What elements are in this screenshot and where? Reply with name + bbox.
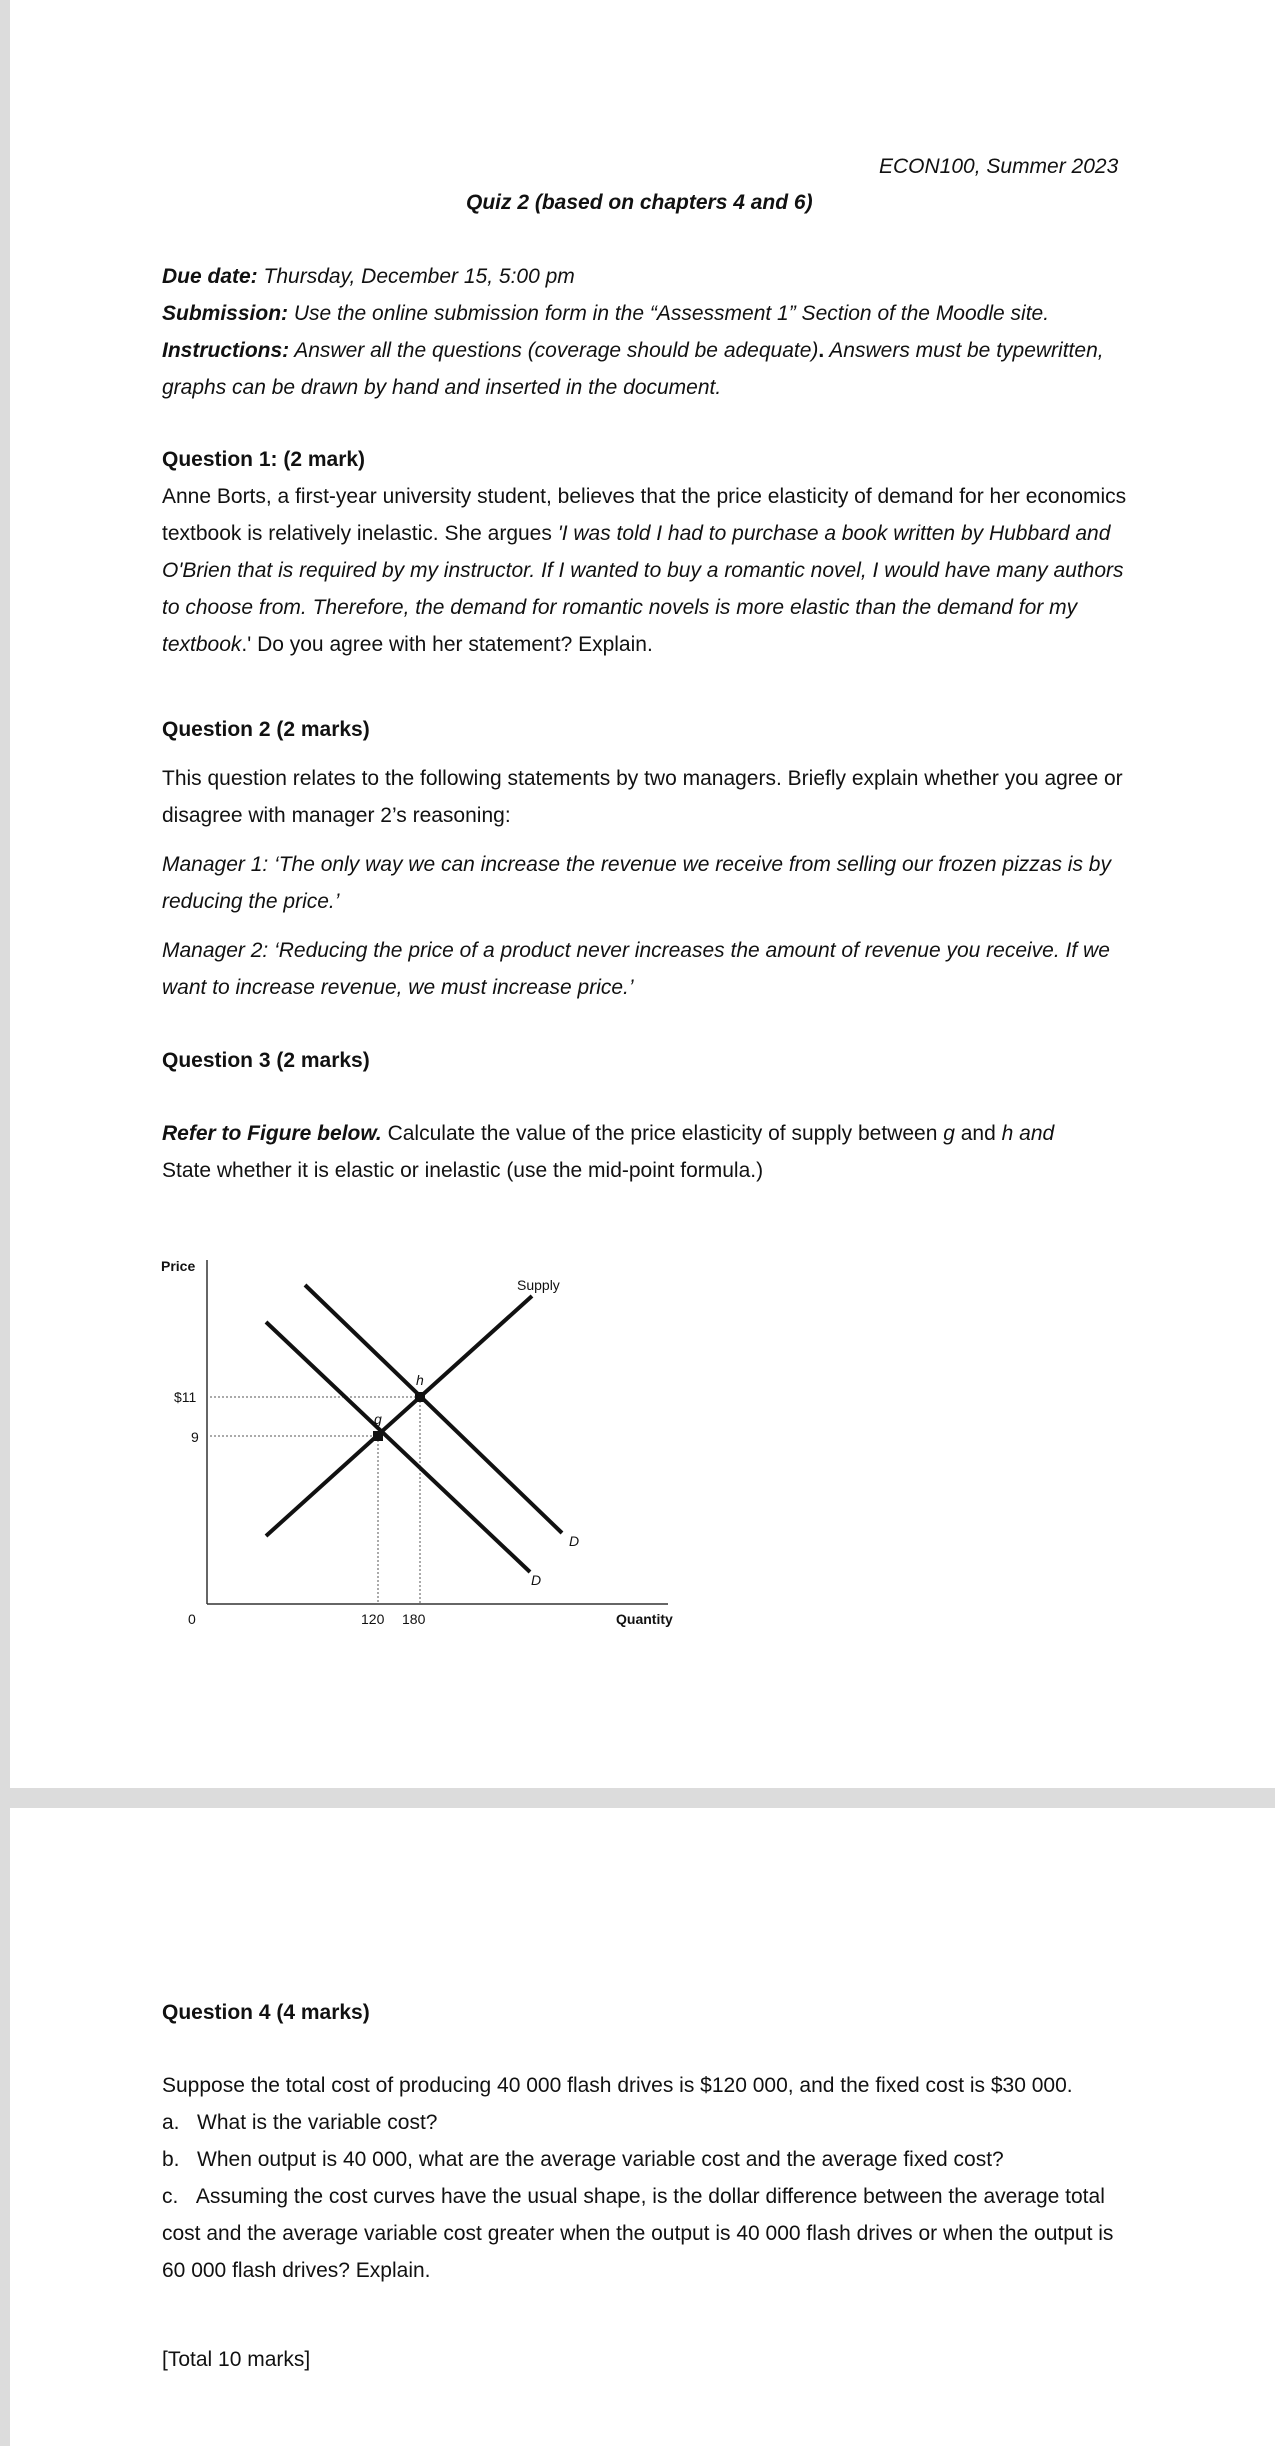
q4-item-c bbox=[162, 2178, 1142, 2289]
q1-quote: 'I was told I had to purchase a book written by Hubbard and O'Brien that is required by my instructor. If I wanted to buy a romantic novel, I would have many authors to choose from. Therefore, the demand for romantic novels is more elastic than the demand for my textbook bbox=[162, 522, 1124, 656]
q3-h-and: h and bbox=[1001, 1122, 1055, 1145]
submission-value: Use the online submission form in the “Assessment 1” Section of the Moodle site. bbox=[288, 302, 1050, 325]
q2-heading: Question 2 (2 marks) bbox=[162, 718, 370, 741]
y-tick-11: $11 bbox=[174, 1389, 197, 1405]
q4-intro: Suppose the total cost of producing 40 000 flash drives is $120 000, and the fixed cost is $30 000. bbox=[162, 2074, 1073, 2097]
instructions-dot: . bbox=[818, 339, 825, 362]
x-tick-180: 180 bbox=[402, 1611, 426, 1627]
q4-item-a bbox=[162, 2104, 437, 2141]
q2-manager-1: Manager 1: ‘The only way we can increase the revenue we receive from selling our frozen pizzas is by reducing the price.’ bbox=[162, 853, 1111, 913]
instructions-value-a: Answer all the questions (coverage should be adequate) bbox=[289, 339, 819, 362]
demand-label-1: D bbox=[531, 1572, 542, 1588]
q4-c-text: Assuming the cost curves have the usual shape, is the dollar difference between the average total cost and the average variable cost greater when the output is 40 000 flash drives or when the output is 60 000 flash drives? Explain. bbox=[162, 2185, 1114, 2282]
point-h bbox=[415, 1392, 425, 1402]
y-tick-9: 9 bbox=[191, 1429, 199, 1445]
q4-b-text: When output is 40 000, what are the average variable cost and the average fixed cost? bbox=[197, 2148, 1004, 2171]
q1-text-a: Anne Borts, a first-year university student, believes that the price elasticity of demand for her economics textbook is relatively inelastic. She argues bbox=[162, 485, 1127, 545]
instructions-line bbox=[162, 332, 1142, 406]
q3-body bbox=[162, 1115, 1142, 1189]
instructions-value-b: Answers must be typewritten, graphs can be drawn by hand and inserted in the document. bbox=[162, 339, 1104, 399]
demand-label-2: D bbox=[569, 1533, 580, 1549]
q3-g: g bbox=[943, 1122, 955, 1145]
x-axis-label: Quantity bbox=[616, 1611, 673, 1627]
q4-item-b bbox=[162, 2141, 1004, 2178]
course-header: ECON100, Summer 2023 bbox=[879, 155, 1119, 178]
point-g bbox=[373, 1431, 383, 1441]
supply-label: Supply bbox=[517, 1277, 560, 1293]
q3-lead: Refer to Figure below. bbox=[162, 1122, 382, 1145]
instructions-label: Instructions: bbox=[162, 339, 290, 362]
q3-text-and: and bbox=[954, 1122, 1002, 1145]
total-marks: [Total 10 marks] bbox=[162, 2348, 311, 2371]
q4-a-marker: a. bbox=[162, 2111, 180, 2134]
q1-text-b: .' Do you agree with her statement? Explain. bbox=[241, 633, 653, 656]
q4-a-text: What is the variable cost? bbox=[197, 2111, 438, 2134]
q1-heading: Question 1: (2 mark) bbox=[162, 448, 366, 471]
q3-text-a: Calculate the value of the price elasticity of supply between bbox=[381, 1122, 944, 1145]
supply-curve bbox=[266, 1296, 532, 1536]
q4-heading: Question 4 (4 marks) bbox=[162, 2001, 370, 2024]
q3-heading: Question 3 (2 marks) bbox=[162, 1049, 370, 1072]
due-date bbox=[162, 258, 575, 295]
q2-manager-2: Manager 2: ‘Reducing the price of a product never increases the amount of revenue you receive. If we want to increase revenue, we must increase price.’ bbox=[162, 939, 1110, 999]
quiz-title: Quiz 2 (based on chapters 4 and 6) bbox=[466, 191, 813, 214]
q1-body bbox=[162, 478, 1142, 663]
q2-intro: This question relates to the following statements by two managers. Briefly explain whether you agree or disagree with manager 2’s reasoning: bbox=[162, 767, 1123, 827]
due-label: Due date: bbox=[162, 265, 258, 288]
x-tick-120: 120 bbox=[361, 1611, 385, 1627]
point-h-label: h bbox=[416, 1372, 424, 1388]
q4-c-marker: c. bbox=[162, 2185, 179, 2208]
due-value: Thursday, December 15, 5:00 pm bbox=[257, 265, 575, 288]
submission-label: Submission: bbox=[162, 302, 289, 325]
q3-text-b: State whether it is elastic or inelastic (use the mid-point formula.) bbox=[162, 1159, 764, 1182]
demand-curve-1 bbox=[266, 1322, 530, 1572]
demand-curve-2 bbox=[305, 1285, 562, 1533]
q4-b-marker: b. bbox=[162, 2148, 180, 2171]
y-axis-label: Price bbox=[161, 1258, 196, 1274]
origin-label: 0 bbox=[188, 1611, 196, 1627]
page-1 bbox=[10, 0, 1275, 1788]
page-2 bbox=[10, 1808, 1275, 2446]
supply-demand-figure bbox=[150, 1240, 710, 1640]
point-g-label: g bbox=[374, 1411, 382, 1427]
submission-line bbox=[162, 295, 1049, 332]
